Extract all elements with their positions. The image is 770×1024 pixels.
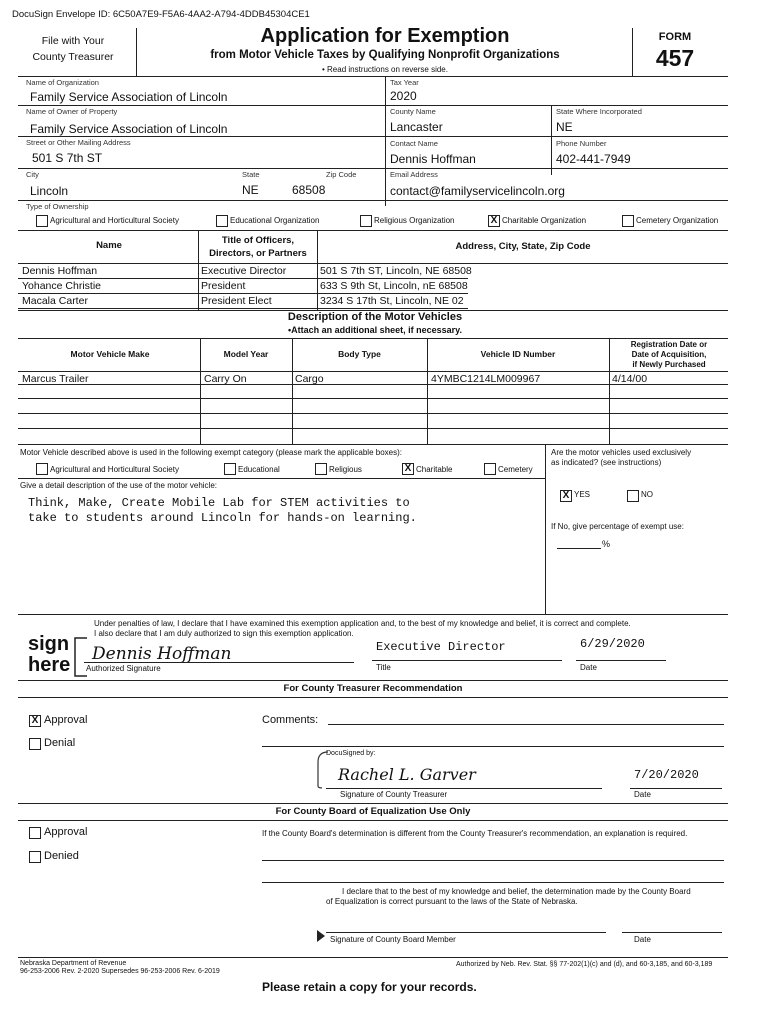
officer-name[interactable]: Yohance Christie <box>22 280 101 292</box>
board-declare-2: of Equalization is correct pursuant to the laws of the State of Nebraska. <box>326 897 578 906</box>
ownership-option-label: Religious Organization <box>374 216 455 225</box>
declaration-line-2: I also declare that I am duly authorized to sign this exemption application. <box>94 629 354 638</box>
vehicles-title: Description of the Motor Vehicles <box>287 311 463 323</box>
authorized-signature-label: Authorized Signature <box>86 664 161 673</box>
contact-label: Contact Name <box>390 139 438 148</box>
phone-number[interactable]: 402-441-7949 <box>556 152 631 166</box>
use-category-label: Agricultural and Horticultural Society <box>50 465 179 474</box>
use-category-checkbox[interactable] <box>315 463 327 475</box>
sign-word: sign <box>28 633 70 655</box>
ownership-checkbox[interactable] <box>360 215 372 227</box>
body-type-header: Body Type <box>338 349 381 359</box>
use-category-label: Cemetery <box>498 465 533 474</box>
form-title: Application for Exemption <box>260 25 510 47</box>
applicant-title[interactable]: Executive Director <box>376 640 506 654</box>
city-label: City <box>26 170 39 179</box>
docusign-bracket-icon <box>316 748 330 790</box>
county-label: County Name <box>390 107 436 116</box>
state-incorporated[interactable]: NE <box>556 120 573 134</box>
ownership-checkbox[interactable] <box>36 215 48 227</box>
board-denied-checkbox[interactable] <box>29 851 41 863</box>
officer-address[interactable]: 633 S 9th St, Lincoln, nE 68508 <box>320 280 468 292</box>
form-number: 457 <box>655 45 695 71</box>
use-category-label: Charitable <box>416 465 453 474</box>
vehicle-id-number[interactable]: 4YMBC1214LM009967 <box>431 373 541 385</box>
officer-row-line <box>18 308 468 309</box>
officer-name[interactable]: Dennis Hoffman <box>22 265 98 277</box>
ownership-checkbox[interactable] <box>216 215 228 227</box>
docusigned-label: DocuSigned by: <box>326 750 376 757</box>
ownership-option-label: Educational Organization <box>230 216 320 225</box>
state-inc-label: State Where Incorporated <box>556 107 642 116</box>
describe-label: Give a detail description of the use of the motor vehicle: <box>20 481 217 490</box>
board-note: If the County Board's determination is different from the County Treasurer's recommendation, an explanation is required. <box>262 829 688 838</box>
officer-title-header-2: Directors, or Partners <box>209 248 307 259</box>
ownership-option-label: Charitable Organization <box>502 216 587 225</box>
envelope-id: DocuSign Envelope ID: 6C50A7E9-F5A6-4AA2-A794-4DDB45304CE1 <box>12 9 310 20</box>
board-declare-1: I declare that to the best of my knowledge and belief, the determination made by the County Board <box>342 887 691 896</box>
arrow-icon <box>316 929 326 943</box>
zip-label: Zip Code <box>326 170 357 179</box>
city[interactable]: Lincoln <box>30 184 69 198</box>
declaration-line-1: Under penalties of law, I declare that I have examined this exemption application and, to the best of my knowledge and belief, it is correct and complete. <box>94 619 631 628</box>
state-label: State <box>242 170 260 179</box>
form-label: FORM <box>658 31 692 43</box>
zip-code[interactable]: 68508 <box>292 183 326 197</box>
reg-header-1: Registration Date or <box>630 340 708 349</box>
dept-name: Nebraska Department of Revenue <box>20 960 127 967</box>
vehicles-subtitle: •Attach an additional sheet, if necessary. <box>287 325 463 335</box>
board-approval-checkbox[interactable] <box>29 827 41 839</box>
officer-name-header: Name <box>96 240 122 251</box>
officer-address[interactable]: 3234 S 17th St, Lincoln, NE 02 <box>320 295 464 307</box>
usage-statement: Motor Vehicle described above is used in the following exempt category (please mark the applicable boxes): <box>20 448 402 457</box>
form-code: 96-253-2006 Rev. 2-2020 Supersedes 96-253-2006 Rev. 6-2019 <box>20 968 220 975</box>
form-subtitle: from Motor Vehicle Taxes by Qualifying Nonprofit Organizations <box>210 49 560 61</box>
comments-label: Comments: <box>262 714 319 726</box>
if-no-label: If No, give percentage of exempt use: <box>551 522 684 531</box>
owner-label: Name of Owner of Property <box>26 107 118 116</box>
board-denied-label: Denied <box>44 850 79 862</box>
officer-name[interactable]: Macala Carter <box>22 295 88 307</box>
reg-header-2: Date of Acquisition, <box>631 350 707 359</box>
use-category-checkbox[interactable] <box>36 463 48 475</box>
yes-checkbox[interactable]: X <box>560 490 572 502</box>
use-category-label: Educational <box>238 465 280 474</box>
county-name[interactable]: Lancaster <box>390 120 443 134</box>
retain-copy: Please retain a copy for your records. <box>262 980 477 994</box>
vehicle-body-type[interactable]: Cargo <box>295 373 324 385</box>
use-category-label: Religious <box>329 465 362 474</box>
yes-label: YES <box>574 490 591 499</box>
board-sig-label: Signature of County Board Member <box>330 935 456 944</box>
use-description-line-1[interactable]: Think, Make, Create Mobile Lab for STEM activities to <box>28 496 410 510</box>
board-approval-label: Approval <box>44 826 88 838</box>
board-date-label: Date <box>634 935 651 944</box>
treasurer-denial-checkbox[interactable] <box>29 738 41 750</box>
reg-header-3: if Newly Purchased <box>632 360 706 369</box>
email-label: Email Address <box>390 170 438 179</box>
officer-title[interactable]: Executive Director <box>201 265 287 277</box>
no-checkbox[interactable] <box>627 490 639 502</box>
date-label: Date <box>580 663 597 672</box>
here-word: here <box>28 654 71 676</box>
use-category-checkbox[interactable] <box>224 463 236 475</box>
officer-title[interactable]: President Elect <box>201 295 272 307</box>
vehicle-registration-date[interactable]: 4/14/00 <box>612 373 648 385</box>
tax-year[interactable]: 2020 <box>390 89 417 103</box>
ownership-label: Type of Ownership <box>26 202 89 211</box>
email-address[interactable]: contact@familyservicelincoln.org <box>390 184 565 198</box>
treasurer-approval-checkbox[interactable]: X <box>29 715 41 727</box>
vehicle-make[interactable]: Marcus Trailer <box>22 373 89 385</box>
state[interactable]: NE <box>242 183 259 197</box>
treasurer-header: For County Treasurer Recommendation <box>283 683 463 694</box>
use-category-checkbox[interactable] <box>484 463 496 475</box>
contact-name[interactable]: Dennis Hoffman <box>390 152 476 166</box>
authority: Authorized by Neb. Rev. Stat. §§ 77-202(1)(c) and (d), and 60-3,185, and 60-3,189 <box>456 961 713 968</box>
ownership-option-label: Cemetery Organization <box>636 216 719 225</box>
title-label: Title <box>376 663 391 672</box>
org-name[interactable]: Family Service Association of Lincoln <box>30 90 228 104</box>
percent-sign: % <box>602 539 611 549</box>
treasurer-sig-label: Signature of County Treasurer <box>340 790 448 799</box>
use-category-checkbox[interactable]: X <box>402 463 414 475</box>
vin-header: Vehicle ID Number <box>480 349 556 359</box>
treasurer-denial-label: Denial <box>44 737 76 749</box>
use-description-line-2[interactable]: take to students around Lincoln for hands-on learning. <box>28 511 417 525</box>
model-year-header: Model Year <box>223 349 269 359</box>
tax-year-label: Tax Year <box>390 78 419 87</box>
file-with-line-1: File with Your <box>41 35 105 47</box>
treasurer-signature[interactable]: Rachel L. Garver <box>338 765 476 784</box>
phone-label: Phone Number <box>556 139 607 148</box>
officer-row-line <box>18 278 468 279</box>
officer-title[interactable]: President <box>201 280 246 292</box>
officer-address-header: Address, City, State, Zip Code <box>455 241 591 252</box>
applicant-date[interactable]: 6/29/2020 <box>580 637 645 651</box>
vehicle-model-year[interactable]: Carry On <box>204 373 247 385</box>
file-with-line-2: County Treasurer <box>32 51 114 63</box>
board-header: For County Board of Equalization Use Only <box>275 806 471 817</box>
street-address[interactable]: 501 S 7th ST <box>32 151 103 165</box>
make-header: Motor Vehicle Make <box>70 349 150 359</box>
ownership-option-label: Agricultural and Horticultural Society <box>50 216 179 225</box>
officer-address[interactable]: 501 S 7th ST, Lincoln, NE 68508 <box>320 265 472 277</box>
owner-name[interactable]: Family Service Association of Lincoln <box>30 122 228 136</box>
read-instructions: • Read instructions on reverse side. <box>322 65 448 74</box>
org-name-label: Name of Organization <box>26 78 99 87</box>
officer-title-header-1: Title of Officers, <box>221 235 295 246</box>
street-label: Street or Other Mailing Address <box>26 138 131 147</box>
ownership-checkbox[interactable]: X <box>488 215 500 227</box>
officer-row-line <box>18 293 468 294</box>
no-label: NO <box>641 490 653 499</box>
exclusive-question-1: Are the motor vehicles used exclusively <box>551 448 692 457</box>
treasurer-approval-label: Approval <box>44 714 88 726</box>
applicant-signature[interactable]: Dennis Hoffman <box>92 644 232 664</box>
treasurer-date-label: Date <box>634 790 651 799</box>
exclusive-question-2: as indicated? (see instructions) <box>551 458 662 467</box>
treasurer-date[interactable]: 7/20/2020 <box>634 768 699 782</box>
ownership-checkbox[interactable] <box>622 215 634 227</box>
